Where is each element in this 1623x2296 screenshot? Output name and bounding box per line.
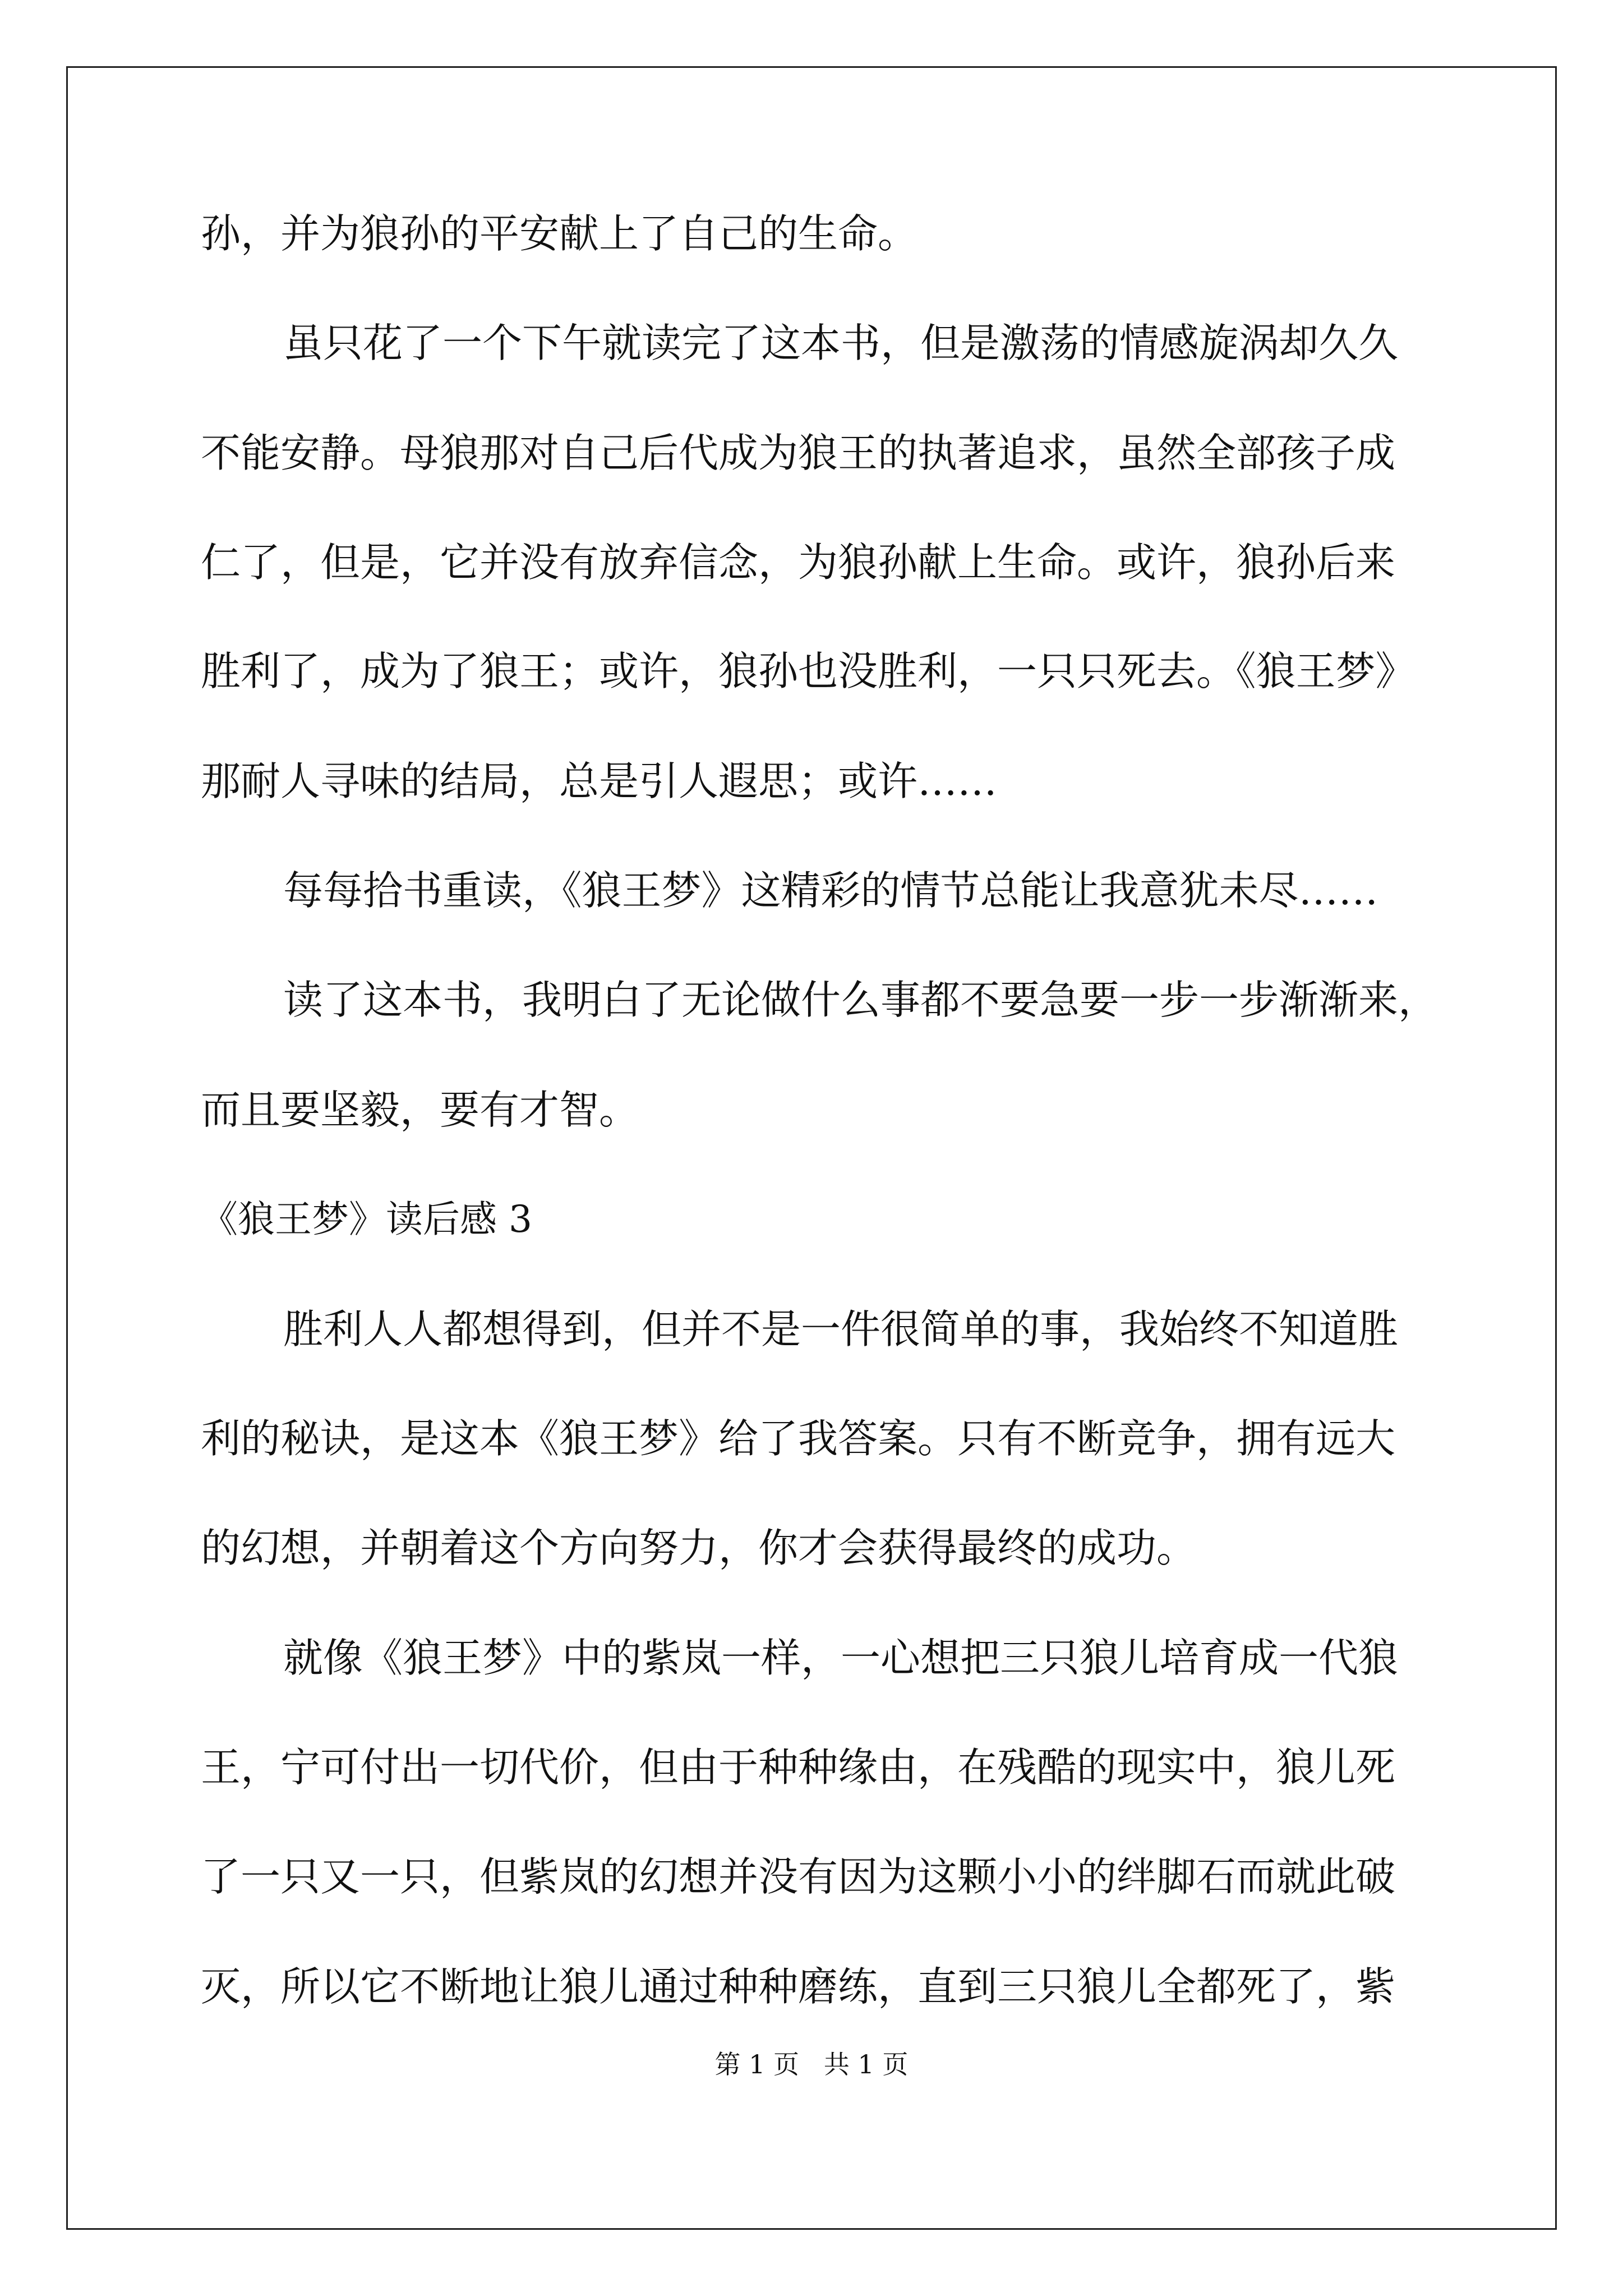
text-line: 利的秘诀，是这本《狼王梦》给了我答案。只有不断竞争，拥有远大 bbox=[201, 1415, 1396, 1462]
page-border bbox=[66, 66, 1557, 2230]
text-line: 孙，并为狼孙的平安献上了自己的生命。 bbox=[201, 210, 918, 257]
text-line: 读了这本书，我明白了无论做什么事都不要急要一步一步渐渐来， bbox=[283, 977, 1438, 1023]
text-line: 那耐人寻味的结局，总是引人遐思；或许…… bbox=[201, 758, 998, 804]
text-line: 王，宁可付出一切代价，但由于种种缘由，在残酷的现实中，狼儿死 bbox=[201, 1744, 1396, 1791]
text-line: 胜利人人都想得到，但并不是一件很简单的事，我始终不知道胜 bbox=[283, 1306, 1399, 1352]
text-line: 灭，所以它不断地让狼儿通过种种磨练，直到三只狼儿全都死了，紫 bbox=[201, 1963, 1396, 2010]
text-line: 每每拾书重读，《狼王梦》这精彩的情节总能让我意犹未尽…… bbox=[283, 867, 1378, 914]
text-line: 虽只花了一个下午就读完了这本书，但是激荡的情感旋涡却久久 bbox=[283, 320, 1399, 366]
text-line: 的幻想，并朝着这个方向努力，你才会获得最终的成功。 bbox=[201, 1525, 1197, 1571]
text-line: 胜利了，成为了狼王；或许，狼孙也没胜利，一只只死去。《狼王梦》 bbox=[201, 648, 1415, 694]
text-line: 就像《狼王梦》中的紫岚一样，一心想把三只狼儿培育成一代狼 bbox=[283, 1635, 1399, 1681]
text-line: 了一只又一只，但紫岚的幻想并没有因为这颗小小的绊脚石而就此破 bbox=[201, 1853, 1396, 1900]
section-heading: 《狼王梦》读后感 3 bbox=[201, 1198, 532, 1241]
text-line: 而且要坚毅，要有才智。 bbox=[201, 1087, 639, 1133]
page-footer: 第 1 页 共 1 页 bbox=[714, 2049, 909, 2079]
text-line: 不能安静。母狼那对自己后代成为狼王的执著追求，虽然全部孩子成 bbox=[201, 430, 1396, 476]
text-line: 仁了，但是，它并没有放弃信念，为狼孙献上生命。或许，狼孙后来 bbox=[201, 539, 1396, 586]
